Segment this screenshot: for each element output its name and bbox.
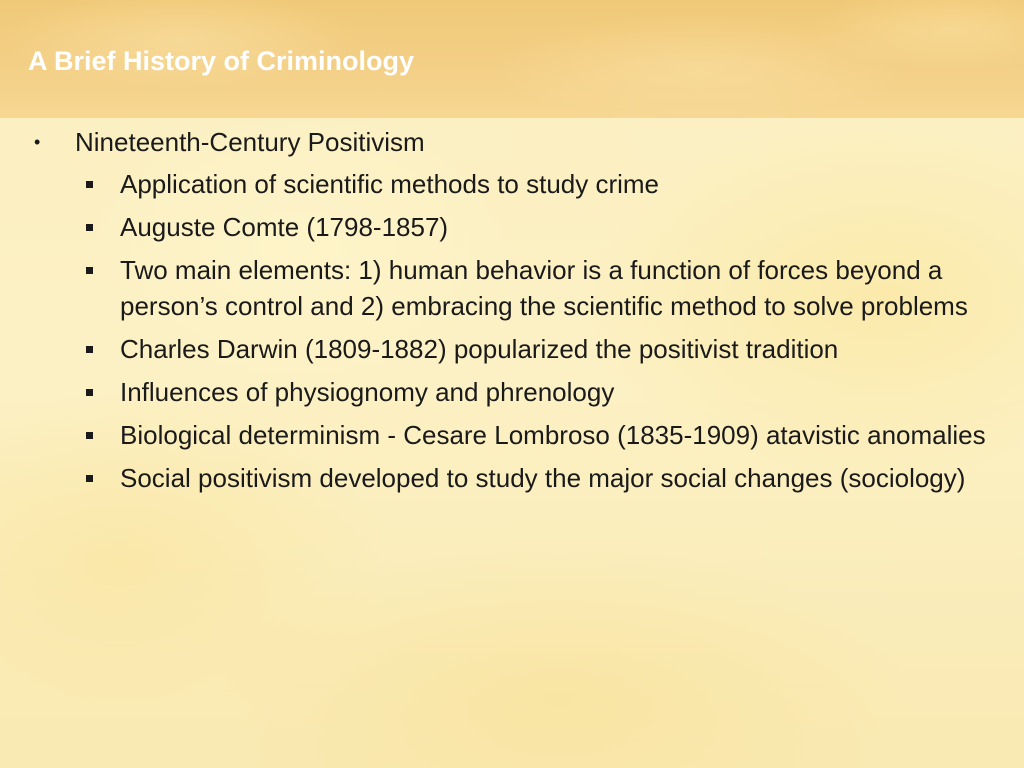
- sub-bullet-text: Biological determinism - Cesare Lombroso (1835-1909) atavistic anomalies: [120, 420, 986, 450]
- round-bullet-icon: •: [34, 132, 41, 152]
- sub-bullet: [0, 209, 1024, 245]
- square-bullet-icon: [86, 432, 93, 439]
- sub-bullet-text: Charles Darwin (1809-1882) popularized the positivist tradition: [120, 334, 839, 364]
- sub-bullet: [0, 374, 1024, 410]
- sub-bullet: [0, 331, 1024, 367]
- sub-bullet-text: Social positivism developed to study the major social changes (sociology): [120, 463, 966, 493]
- square-bullet-icon: [86, 181, 93, 188]
- square-bullet-icon: [86, 475, 93, 482]
- slide-content: [0, 124, 1024, 503]
- slide-title: A Brief History of Criminology: [28, 46, 415, 76]
- sub-bullet: [0, 166, 1024, 202]
- square-bullet-icon: [86, 267, 93, 274]
- main-bullet: [0, 124, 1024, 160]
- square-bullet-icon: [86, 346, 93, 353]
- square-bullet-icon: [86, 389, 93, 396]
- sub-bullet: [0, 252, 1024, 324]
- main-bullet-text: Nineteenth-Century Positivism: [75, 127, 425, 157]
- sub-bullet-text: Influences of physiognomy and phrenology: [120, 377, 615, 407]
- sub-bullet-list: [0, 166, 1024, 496]
- sub-bullet-text: Application of scientific methods to study crime: [120, 169, 660, 199]
- square-bullet-icon: [86, 224, 93, 231]
- sub-bullet: [0, 460, 1024, 496]
- sub-bullet-text: Two main elements: 1) human behavior is a function of forces beyond a person’s control and 2) embracing the scientific method to solve problems: [120, 255, 968, 321]
- sub-bullet: [0, 417, 1024, 453]
- sub-bullet-text: Auguste Comte (1798-1857): [120, 212, 449, 242]
- header-band: [0, 0, 1024, 118]
